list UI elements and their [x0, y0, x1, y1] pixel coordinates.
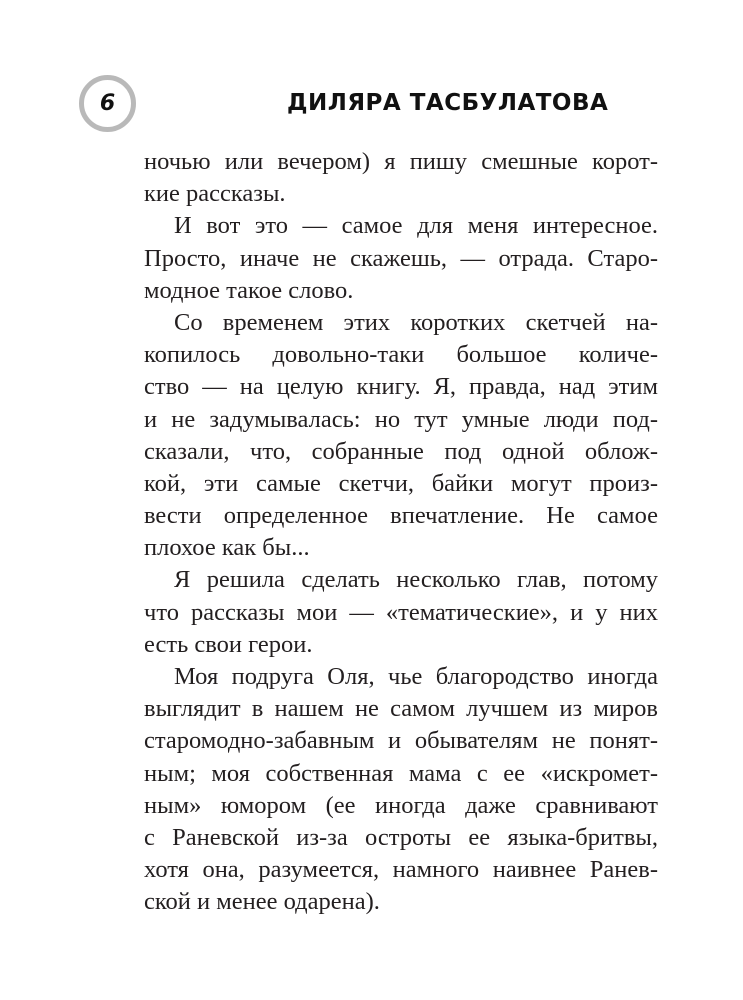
- text-line: модное такое слово.: [144, 276, 354, 304]
- text-line: И вот это — самое для меня интересное.: [174, 212, 658, 240]
- text-line: ночью или вечером) я пишу смешные корот-: [144, 148, 658, 175]
- text-line: кие рассказы.: [144, 180, 286, 208]
- text-line: вести определенное впечатление. Не самое: [144, 502, 658, 530]
- text-line: Моя подруга Оля, чье благородство иногда: [174, 663, 658, 690]
- text-line: Просто, иначе не скажешь, — отрада. Старо-: [144, 244, 658, 272]
- text-line: хотя она, разумеется, намного наивнее Ранев-: [144, 856, 658, 884]
- text-line: и не задумывалась: но тут умные люди под-: [144, 405, 658, 433]
- text-line: сказали, что, собранные под одной облож-: [144, 437, 658, 465]
- text-line: ской и менее одарена).: [144, 888, 380, 916]
- text-line: плохое как бы...: [144, 534, 310, 562]
- text-line: что рассказы мои — «тематические», и у них: [144, 598, 658, 626]
- text-line: есть свои герои.: [144, 630, 313, 658]
- body-text: [144, 146, 658, 919]
- text-line: ным» юмором (ее иногда даже сравнивают: [144, 791, 658, 819]
- text-line: выглядит в нашем не самом лучшем из миров: [144, 695, 658, 723]
- running-header-author: ДИЛЯРА ТАСБУЛАТОВА: [287, 90, 609, 116]
- text-line: копилось довольно-таки большое количе-: [144, 341, 658, 369]
- page-number-badge: [79, 75, 136, 132]
- text-line: старомодно-забавным и обывателям не понят-: [144, 727, 658, 755]
- text-line: Со временем этих коротких скетчей на-: [174, 308, 658, 336]
- text-line: кой, эти самые скетчи, байки могут произ-: [144, 469, 658, 497]
- text-line: Я решила сделать несколько глав, потому: [174, 566, 658, 594]
- text-line: ство — на целую книгу. Я, правда, над этим: [144, 373, 658, 401]
- page-number: 6: [99, 90, 116, 116]
- text-line: ным; моя собственная мама с ее «искромет-: [144, 759, 658, 787]
- text-line: с Раневской из-за остроты ее языка-бритвы,: [144, 823, 658, 851]
